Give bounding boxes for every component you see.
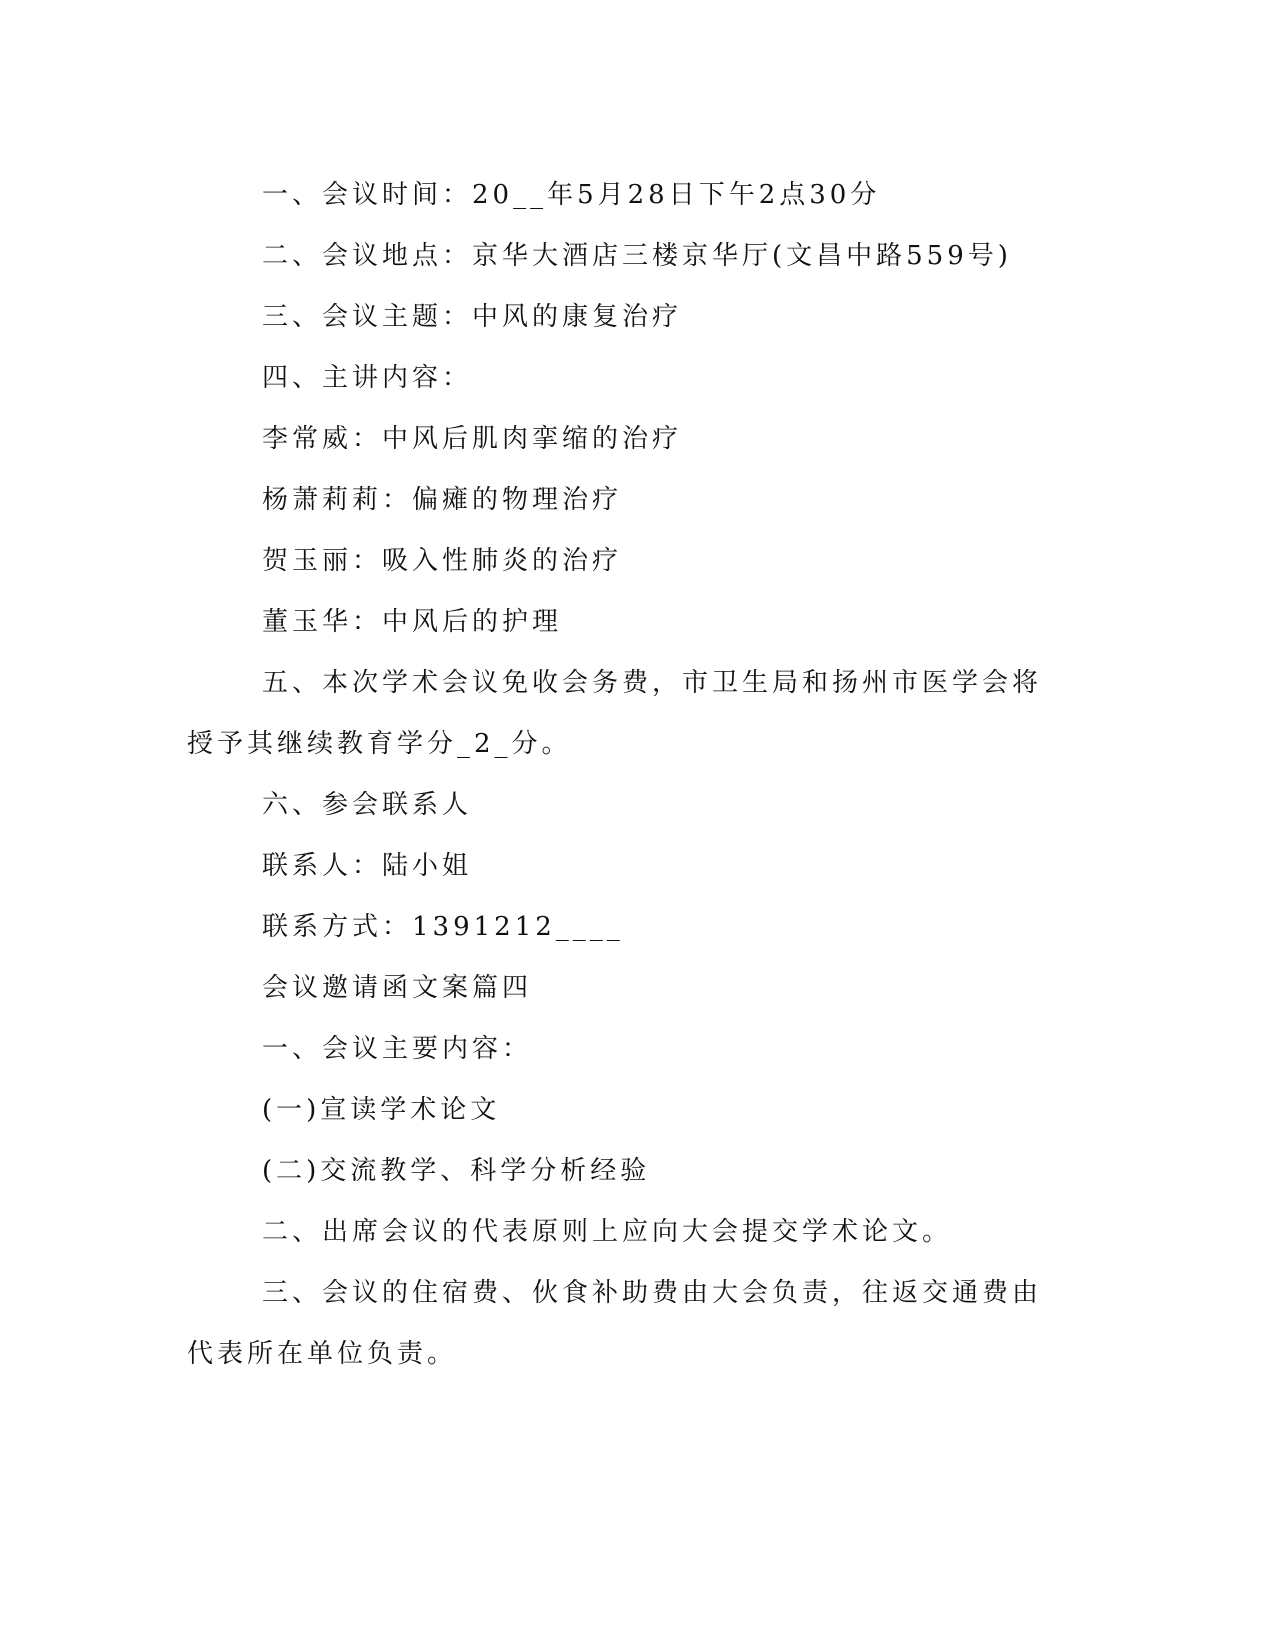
contact-phone: 联系方式：1391212____ [262, 912, 624, 942]
meeting-time: 一、会议时间：20__年5月28日下午2点30分 [262, 180, 881, 210]
speaker-item: 杨萧莉莉：偏瘫的物理治疗 [262, 485, 623, 515]
speaker-item: 董玉华：中风后的护理 [262, 607, 563, 637]
expense-note: 三、会议的住宿费、伙食补助费由大会负责，往返交通费由代表所在单位负责。 [187, 1278, 1043, 1369]
content-item: (二)交流教学、科学分析经验 [262, 1156, 651, 1186]
section-title: 会议邀请函文案篇四 [262, 973, 533, 1003]
fee-credit-note: 五、本次学术会议免收会务费，市卫生局和扬州市医学会将授予其继续教育学分_2_分。 [187, 668, 1043, 759]
paper-submission-note: 二、出席会议的代表原则上应向大会提交学术论文。 [262, 1217, 953, 1247]
lecture-heading: 四、主讲内容： [262, 363, 473, 393]
document-body [187, 165, 1067, 1385]
speaker-item: 李常威：中风后肌肉挛缩的治疗 [262, 424, 683, 454]
contact-person: 联系人：陆小姐 [262, 851, 473, 881]
main-content-heading: 一、会议主要内容： [262, 1034, 533, 1064]
contact-heading: 六、参会联系人 [262, 790, 473, 820]
meeting-theme: 三、会议主题：中风的康复治疗 [262, 302, 683, 332]
speaker-item: 贺玉丽：吸入性肺炎的治疗 [262, 546, 623, 576]
content-item: (一)宣读学术论文 [262, 1095, 501, 1125]
meeting-location: 二、会议地点：京华大酒店三楼京华厅(文昌中路559号) [262, 241, 1012, 271]
